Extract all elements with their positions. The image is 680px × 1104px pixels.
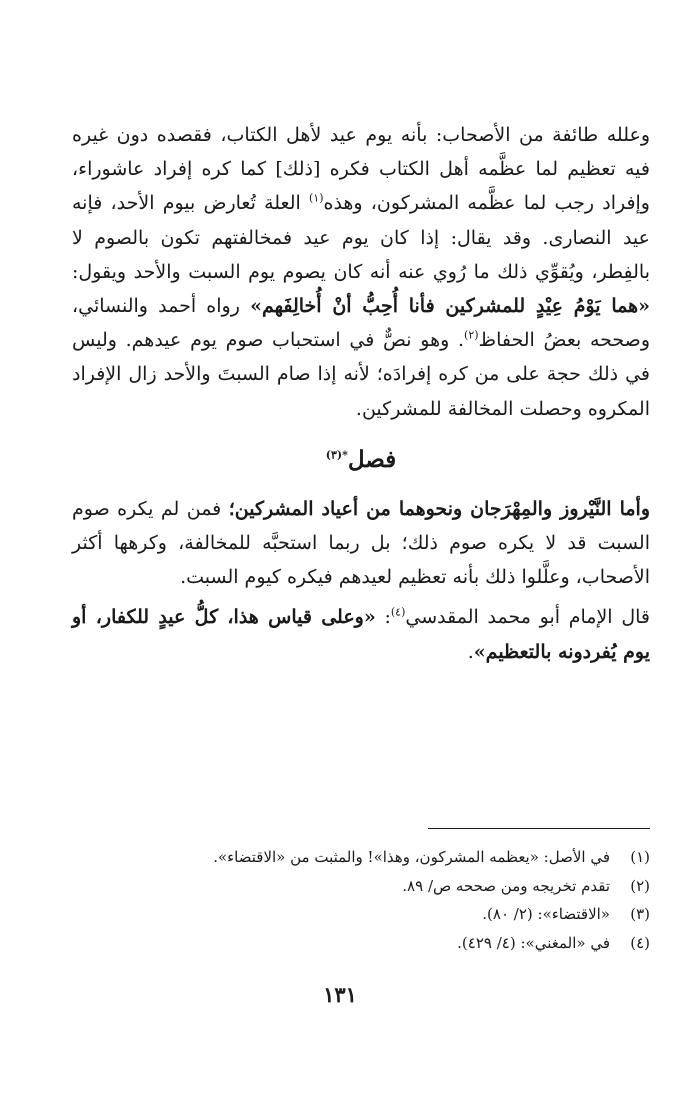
footnote-text: تقدم تخريجه ومن صححه ص/ ٨٩. [402,876,610,895]
text-run: : [375,606,391,629]
footnote-ref[interactable]: (١) [308,192,324,206]
quoted-text: وأما النَّيْروز والمِهْرَجان ونحوهما من أعياد المشركين؛ [228,497,650,520]
footnote-number: (١) [630,848,650,866]
footnote-text: «الاقتضاء»: (٢/ ٨٠). [482,905,610,923]
text-run: . وهو نصٌّ في استحباب صوم يوم عيدهم. وليس في ذلك حجة على من كره إفرادَه؛ لأنه إذا صام السبتَ والأحد زال الإفراد المكروه وحصلت المخالفة للمشركين. [72,329,650,420]
footnote-item [72,843,650,872]
text-run: . [467,640,474,663]
text-run: قال الإمام أبو محمد المقدسي [405,606,650,629]
footnote-number: (٣) [630,905,650,923]
footnote-text: في «المغني»: (٤/ ٤٢٩). [457,933,610,952]
footnote-ref[interactable]: (٢) [464,328,479,342]
quoted-text: «وعلى قياس هذا، كلُّ عيدٍ للكفار، أو يوم يُفردونه بالتعظيم» [72,606,650,663]
page-body [72,118,650,669]
paragraph-2 [72,492,650,595]
footnote-ref[interactable]: (٤) [390,606,406,620]
text-run: رواه أحمد والنسائي، وصححه بعضُ الحفاظ [72,295,650,352]
footnote-item [72,929,650,958]
footnote-item [72,872,650,901]
quoted-text: «هما يَوْمُ عِيْدٍ للمشركين فأنا أُحِبُّ أنْ أُخالِفَهم» [250,295,651,318]
heading-footnote-mark[interactable]: *(٣) [325,448,348,462]
footnote-number: (٤) [630,933,650,952]
section-heading [72,442,650,478]
text-run: العلة تُعارض بيوم الأحد، فإنه عيد النصارى. وقد يقال: إذا كان يوم عيد فمخالفتهم تكون بالصوم لا بالفِطر، ويُقوِّي ذلك ما رُوي عنه أنه كان يصوم يوم السبت والأحد ويقول: [72,192,650,283]
paragraph-3 [72,600,650,668]
footnote-item [72,900,650,929]
page-number: ١٣١ [323,982,357,1007]
section-heading-text: فصل [347,445,397,473]
paragraph-1 [72,118,650,426]
text-run: وعلله طائفة من الأصحاب: بأنه يوم عيد لأهل الكتاب، فقصده دون غيره فيه تعظيم لما عظَّمه أهل الكتاب فكره [ذلك] كما كره إفراد عاشوراء، وإفراد رجب لما عظَّمه المشركون، وهذه [72,124,650,215]
footnote-divider [428,828,650,829]
footnote-text: في الأصل: «يعظمه المشركون، وهذا»! والمثبت من «الاقتضاء». [213,848,610,866]
text-run: فمن لم يكره صوم السبت قد لا يكره صوم ذلك؛ بل ربما استحبَّه للمخالفة، وكرهها أكثر الأصحاب، وعلَّلوا ذلك بأنه تعظيم لعيدهم فيكره كيوم السبت. [72,497,650,589]
footnotes [72,828,650,957]
footnote-number: (٢) [630,876,650,895]
